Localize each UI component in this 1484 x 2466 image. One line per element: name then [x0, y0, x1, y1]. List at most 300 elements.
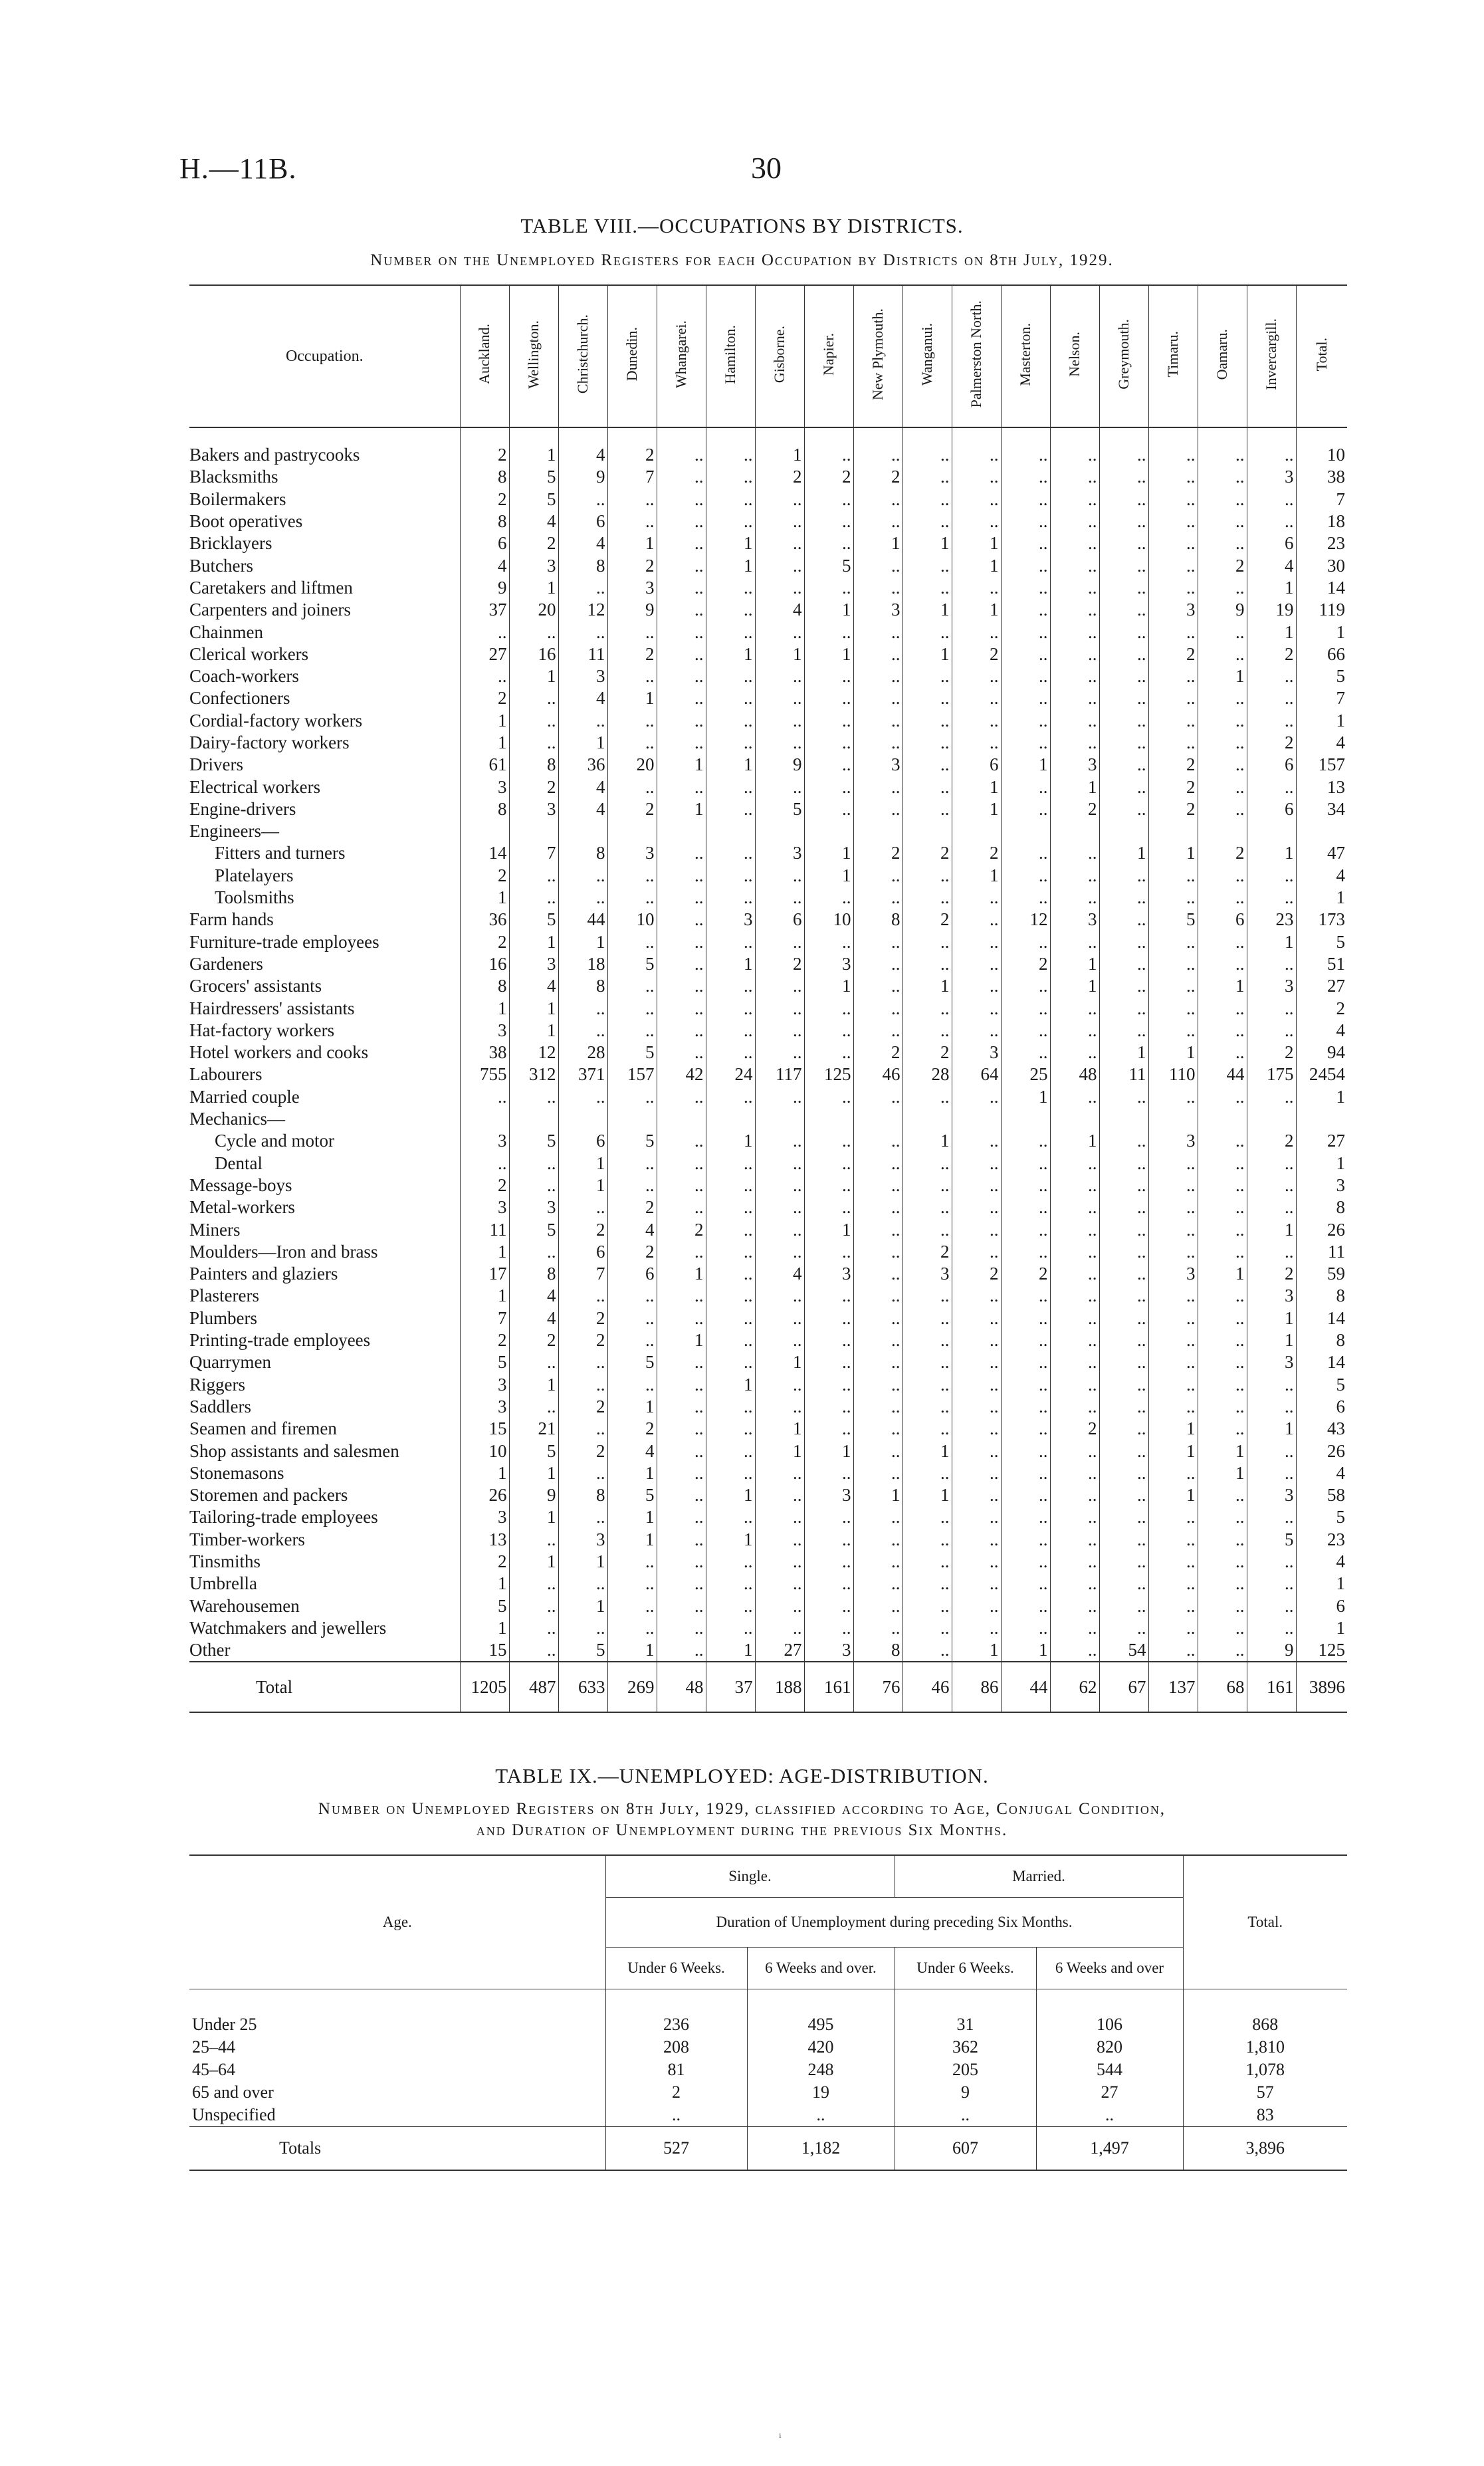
occupation-cell — [189, 887, 460, 909]
count-cell: .. — [657, 1396, 706, 1418]
count-cell: 2 — [558, 1307, 607, 1329]
count-cell: 236 — [605, 1989, 747, 2037]
count-cell: .. — [1099, 532, 1148, 554]
table-row — [189, 1373, 1347, 1395]
count-cell: 7 — [607, 466, 657, 488]
count-cell: .. — [607, 1373, 657, 1395]
count-cell: 1 — [1148, 842, 1198, 864]
table-row — [189, 754, 1347, 776]
count-cell: .. — [1198, 1351, 1247, 1373]
count-cell: .. — [755, 732, 804, 754]
occupation-cell — [189, 1153, 460, 1175]
count-cell: .. — [1050, 427, 1099, 466]
age-group-label: Under 25 — [192, 2015, 257, 2034]
count-cell: .. — [607, 1020, 657, 1042]
count-cell: 208 — [605, 2036, 747, 2059]
count-cell: .. — [755, 554, 804, 576]
count-cell: .. — [1198, 532, 1247, 554]
count-cell: 27 — [1036, 2081, 1183, 2104]
count-cell: .. — [509, 887, 558, 909]
count-cell: .. — [804, 1418, 853, 1440]
count-cell: 18 — [558, 953, 607, 975]
count-cell: .. — [1099, 1529, 1148, 1551]
count-cell: .. — [1099, 1617, 1148, 1639]
count-cell: .. — [895, 2104, 1036, 2127]
count-cell: .. — [804, 798, 853, 820]
count-cell: .. — [1001, 1573, 1050, 1595]
count-cell: 1 — [558, 931, 607, 953]
count-cell: .. — [657, 1462, 706, 1484]
count-cell: .. — [853, 887, 902, 909]
count-cell: .. — [952, 427, 1001, 466]
count-cell: 4 — [558, 776, 607, 798]
count-cell — [1050, 1108, 1099, 1130]
count-cell: 3 — [804, 1484, 853, 1506]
count-cell: .. — [902, 1285, 952, 1307]
count-cell: .. — [558, 1285, 607, 1307]
table-row — [189, 1263, 1347, 1285]
count-cell: .. — [755, 975, 804, 997]
count-cell: .. — [1099, 1329, 1148, 1351]
count-cell: .. — [1001, 997, 1050, 1019]
count-cell: .. — [755, 1373, 804, 1395]
count-cell: .. — [1099, 1263, 1148, 1285]
occupation-label: Warehousemen — [189, 1595, 300, 1616]
count-cell: .. — [706, 687, 755, 709]
count-cell: .. — [1050, 1175, 1099, 1196]
count-cell: .. — [1050, 1153, 1099, 1175]
count-cell: .. — [706, 665, 755, 687]
count-cell: .. — [706, 842, 755, 864]
count-cell: 2 — [1050, 1418, 1099, 1440]
count-cell: 1 — [1296, 887, 1347, 909]
count-cell: .. — [1001, 1396, 1050, 1418]
district-column-label: Hamilton. — [722, 324, 739, 384]
count-cell: .. — [706, 776, 755, 798]
district-column-label: Gisborne. — [771, 325, 788, 384]
count-cell: 3 — [460, 1506, 509, 1528]
count-cell: 6 — [558, 1130, 607, 1152]
count-cell: 2 — [804, 466, 853, 488]
count-cell: 2 — [605, 2081, 747, 2104]
count-cell: .. — [853, 1351, 902, 1373]
table-row — [189, 466, 1347, 488]
count-cell: .. — [1099, 1285, 1148, 1307]
count-cell — [706, 1108, 755, 1130]
count-cell: 5 — [509, 1440, 558, 1462]
count-cell: .. — [706, 1595, 755, 1617]
occupation-cell — [189, 621, 460, 643]
count-cell: 1 — [657, 754, 706, 776]
count-cell: .. — [902, 554, 952, 576]
count-cell: .. — [804, 1573, 853, 1595]
count-cell: .. — [1247, 887, 1296, 909]
count-cell: 5 — [1148, 909, 1198, 931]
count-cell: .. — [1148, 1551, 1198, 1573]
count-cell: .. — [509, 621, 558, 643]
count-cell: .. — [853, 1595, 902, 1617]
count-cell: .. — [657, 1153, 706, 1175]
occupation-cell — [189, 1617, 460, 1639]
count-cell: 175 — [1247, 1064, 1296, 1085]
count-cell: .. — [607, 732, 657, 754]
count-cell: 26 — [460, 1484, 509, 1506]
count-cell — [755, 820, 804, 842]
count-cell: .. — [755, 1529, 804, 1551]
count-cell: .. — [657, 489, 706, 510]
count-cell: 59 — [1296, 1263, 1347, 1285]
occupation-label: Dental — [215, 1153, 263, 1173]
count-cell: 38 — [460, 1042, 509, 1064]
count-cell: .. — [1001, 1418, 1050, 1440]
count-cell: .. — [1247, 953, 1296, 975]
occupation-label: Grocers' assistants — [189, 976, 322, 996]
count-cell: 6 — [1247, 532, 1296, 554]
count-cell: .. — [607, 665, 657, 687]
count-cell: .. — [1198, 710, 1247, 732]
count-cell: .. — [1198, 1418, 1247, 1440]
count-cell: 3 — [853, 754, 902, 776]
count-cell: .. — [1001, 1175, 1050, 1196]
count-cell: .. — [706, 975, 755, 997]
occupation-cell — [189, 643, 460, 665]
count-cell: .. — [706, 466, 755, 488]
count-cell: 1 — [1247, 931, 1296, 953]
count-cell: .. — [509, 1639, 558, 1662]
count-cell: 8 — [509, 1263, 558, 1285]
count-cell: 4 — [509, 975, 558, 997]
count-cell: 17 — [460, 1263, 509, 1285]
count-cell: 2 — [558, 1329, 607, 1351]
count-cell: 2 — [1247, 1263, 1296, 1285]
count-cell: .. — [1050, 931, 1099, 953]
occupation-label: Hotel workers and cooks — [189, 1042, 369, 1063]
total-cell: 1205 — [460, 1662, 509, 1712]
count-cell: .. — [1099, 687, 1148, 709]
count-cell: 19 — [1247, 599, 1296, 621]
count-cell: 1 — [755, 1418, 804, 1440]
count-cell: .. — [952, 1086, 1001, 1108]
count-cell — [1148, 1108, 1198, 1130]
count-cell: 7 — [509, 842, 558, 864]
total-cell: 44 — [1001, 1662, 1050, 1712]
count-cell: .. — [902, 1639, 952, 1662]
count-cell: 24 — [706, 1064, 755, 1085]
count-cell: 1 — [1247, 842, 1296, 864]
count-cell: 9 — [895, 2081, 1036, 2104]
count-cell: .. — [755, 931, 804, 953]
count-cell: .. — [902, 1086, 952, 1108]
count-cell: .. — [952, 1020, 1001, 1042]
count-cell: 1 — [1247, 1329, 1296, 1351]
count-cell: 1 — [804, 643, 853, 665]
count-cell: .. — [607, 1307, 657, 1329]
count-cell: 20 — [509, 599, 558, 621]
count-cell: 1 — [558, 1153, 607, 1175]
count-cell: .. — [902, 1551, 952, 1573]
count-cell: .. — [853, 1218, 902, 1240]
district-column-header — [902, 285, 952, 427]
district-column-header — [1148, 285, 1198, 427]
count-cell: .. — [607, 931, 657, 953]
count-cell: 1 — [853, 1484, 902, 1506]
count-cell: .. — [1198, 754, 1247, 776]
count-cell: .. — [509, 732, 558, 754]
table-row — [189, 710, 1347, 732]
footer-mark: ⁱ — [779, 2431, 782, 2445]
count-cell: 755 — [460, 1064, 509, 1085]
count-cell: 1 — [804, 1218, 853, 1240]
table-row — [189, 577, 1347, 599]
occupation-cell — [189, 532, 460, 554]
count-cell: .. — [1099, 665, 1148, 687]
occupation-column-header: Occupation. — [189, 285, 460, 427]
count-cell: .. — [1050, 489, 1099, 510]
count-cell: 2 — [1247, 643, 1296, 665]
count-cell: 10 — [607, 909, 657, 931]
count-cell: .. — [755, 776, 804, 798]
count-cell: .. — [804, 1529, 853, 1551]
count-cell: .. — [657, 953, 706, 975]
count-cell: .. — [1099, 1440, 1148, 1462]
count-cell: 10 — [1296, 427, 1347, 466]
count-cell: .. — [657, 1373, 706, 1395]
count-cell: .. — [1198, 577, 1247, 599]
count-cell: 2 — [902, 842, 952, 864]
age-group-label: 25–44 — [192, 2037, 235, 2057]
count-cell — [657, 1108, 706, 1130]
count-cell: 6 — [1247, 798, 1296, 820]
occupation-cell — [189, 599, 460, 621]
count-cell: .. — [902, 1595, 952, 1617]
total-cell: 527 — [605, 2127, 747, 2171]
count-cell: .. — [902, 1307, 952, 1329]
occupation-cell — [189, 1241, 460, 1263]
count-cell: 5 — [607, 1351, 657, 1373]
occupation-label: Confectioners — [189, 688, 290, 709]
occupation-label: Storemen and packers — [189, 1485, 348, 1506]
occupation-label: Stonemasons — [189, 1462, 284, 1483]
count-cell: .. — [1001, 1218, 1050, 1240]
count-cell: 1 — [1247, 1418, 1296, 1440]
count-cell: 2 — [902, 909, 952, 931]
count-cell: .. — [1198, 997, 1247, 1019]
count-cell: .. — [657, 1418, 706, 1440]
count-cell: .. — [1099, 554, 1148, 576]
count-cell: 3 — [607, 577, 657, 599]
count-cell: 1 — [1296, 1086, 1347, 1108]
count-cell: 61 — [460, 754, 509, 776]
count-cell: .. — [1050, 1218, 1099, 1240]
count-cell: .. — [1001, 1153, 1050, 1175]
count-cell: .. — [1198, 1529, 1247, 1551]
count-cell: 125 — [804, 1064, 853, 1085]
count-cell: .. — [1099, 1462, 1148, 1484]
count-cell: .. — [755, 1130, 804, 1152]
count-cell: .. — [509, 1573, 558, 1595]
count-cell: 1 — [1148, 1418, 1198, 1440]
table-row — [189, 1506, 1347, 1528]
occupation-cell — [189, 1373, 460, 1395]
count-cell — [509, 1108, 558, 1130]
count-cell: .. — [902, 1020, 952, 1042]
count-cell — [1001, 820, 1050, 842]
count-cell: 1 — [509, 1373, 558, 1395]
count-cell: .. — [952, 1175, 1001, 1196]
count-cell: 16 — [509, 643, 558, 665]
count-cell: .. — [558, 489, 607, 510]
count-cell: 7 — [558, 1263, 607, 1285]
district-column-header — [1296, 285, 1347, 427]
count-cell: .. — [1050, 532, 1099, 554]
count-cell: .. — [706, 489, 755, 510]
count-cell: .. — [1148, 1285, 1198, 1307]
count-cell: .. — [1001, 1506, 1050, 1528]
count-cell: .. — [755, 1506, 804, 1528]
count-cell — [1050, 820, 1099, 842]
total-cell: 68 — [1198, 1662, 1247, 1712]
count-cell: .. — [1001, 599, 1050, 621]
count-cell: .. — [657, 1042, 706, 1064]
count-cell: 1 — [1001, 754, 1050, 776]
count-cell: 21 — [509, 1418, 558, 1440]
district-column-header — [558, 285, 607, 427]
count-cell: 4 — [509, 1307, 558, 1329]
count-cell: .. — [509, 1351, 558, 1373]
count-cell: .. — [755, 665, 804, 687]
count-cell: .. — [1099, 953, 1148, 975]
count-cell: .. — [607, 510, 657, 532]
count-cell: .. — [952, 1396, 1001, 1418]
count-cell: 1 — [706, 953, 755, 975]
count-cell: 8 — [853, 909, 902, 931]
count-cell: 1 — [1247, 1307, 1296, 1329]
count-cell: 157 — [607, 1064, 657, 1085]
count-cell: .. — [558, 1573, 607, 1595]
count-cell: .. — [706, 997, 755, 1019]
count-cell: 1 — [460, 1617, 509, 1639]
count-cell: 1 — [1148, 1042, 1198, 1064]
count-cell: .. — [1050, 665, 1099, 687]
count-cell: 5 — [607, 1130, 657, 1152]
count-cell — [558, 1108, 607, 1130]
count-cell: 5 — [509, 909, 558, 931]
count-cell: .. — [1099, 1196, 1148, 1218]
count-cell: .. — [706, 1086, 755, 1108]
count-cell: .. — [706, 599, 755, 621]
count-cell: .. — [853, 1196, 902, 1218]
count-cell: 15 — [460, 1639, 509, 1662]
count-cell: .. — [1247, 865, 1296, 887]
count-cell: .. — [607, 1086, 657, 1108]
count-cell: 6 — [558, 510, 607, 532]
count-cell: .. — [804, 532, 853, 554]
count-cell: .. — [657, 1484, 706, 1506]
count-cell: .. — [902, 1506, 952, 1528]
count-cell: .. — [706, 1241, 755, 1263]
count-cell: .. — [1198, 1241, 1247, 1263]
count-cell: .. — [509, 865, 558, 887]
count-cell: .. — [1001, 798, 1050, 820]
count-cell: .. — [804, 1307, 853, 1329]
count-cell: .. — [1148, 532, 1198, 554]
count-cell: 495 — [747, 1989, 895, 2037]
occupation-cell — [189, 953, 460, 975]
count-cell: 26 — [1296, 1218, 1347, 1240]
count-cell: .. — [1247, 489, 1296, 510]
count-cell: .. — [804, 887, 853, 909]
occupation-cell — [189, 1307, 460, 1329]
count-cell: .. — [1198, 1573, 1247, 1595]
count-cell: 2 — [460, 687, 509, 709]
count-cell: .. — [755, 887, 804, 909]
count-cell: 10 — [804, 909, 853, 931]
count-cell: .. — [1148, 997, 1198, 1019]
count-cell: .. — [1247, 1462, 1296, 1484]
count-cell: .. — [902, 510, 952, 532]
count-cell: .. — [1001, 466, 1050, 488]
count-cell: 1 — [509, 931, 558, 953]
occupation-cell — [189, 510, 460, 532]
table-row — [189, 1462, 1347, 1484]
count-cell: .. — [902, 1218, 952, 1240]
count-cell: 1 — [1296, 710, 1347, 732]
count-cell: .. — [706, 1573, 755, 1595]
count-cell: .. — [607, 1175, 657, 1196]
occupation-cell — [189, 820, 460, 842]
count-cell: .. — [1050, 865, 1099, 887]
count-cell: 420 — [747, 2036, 895, 2059]
count-cell: .. — [1099, 909, 1148, 931]
count-cell: .. — [1198, 1042, 1247, 1064]
count-cell: 4 — [755, 1263, 804, 1285]
count-cell: .. — [657, 1595, 706, 1617]
count-cell: .. — [1099, 865, 1148, 887]
count-cell: .. — [1099, 466, 1148, 488]
count-cell: .. — [1198, 510, 1247, 532]
count-cell: 36 — [558, 754, 607, 776]
count-cell: .. — [755, 1285, 804, 1307]
count-cell: 3 — [853, 599, 902, 621]
district-column-label: Whangarei. — [673, 320, 690, 388]
district-column-label: Wanganui. — [918, 322, 936, 386]
count-cell: 2 — [1148, 643, 1198, 665]
occupation-cell — [189, 842, 460, 864]
occupation-cell — [189, 1351, 460, 1373]
page-number: 30 — [751, 151, 782, 185]
count-cell: 13 — [460, 1529, 509, 1551]
count-cell: 64 — [952, 1064, 1001, 1085]
count-cell: 1 — [460, 1573, 509, 1595]
occupation-cell — [189, 909, 460, 931]
count-cell: 2 — [657, 1218, 706, 1240]
occupation-label: Plasterers — [189, 1286, 259, 1306]
total-cell: 3,896 — [1183, 2127, 1347, 2171]
count-cell: .. — [1148, 621, 1198, 643]
count-cell: .. — [1099, 427, 1148, 466]
count-cell: .. — [902, 1373, 952, 1395]
count-cell: .. — [1198, 1086, 1247, 1108]
count-cell: 2 — [460, 1551, 509, 1573]
count-cell: .. — [657, 1196, 706, 1218]
table-row — [189, 842, 1347, 864]
total-cell: 161 — [804, 1662, 853, 1712]
count-cell: .. — [1198, 1285, 1247, 1307]
count-cell: 2 — [1148, 798, 1198, 820]
count-cell: .. — [853, 489, 902, 510]
count-cell: .. — [804, 1130, 853, 1152]
count-cell: .. — [1198, 1639, 1247, 1662]
